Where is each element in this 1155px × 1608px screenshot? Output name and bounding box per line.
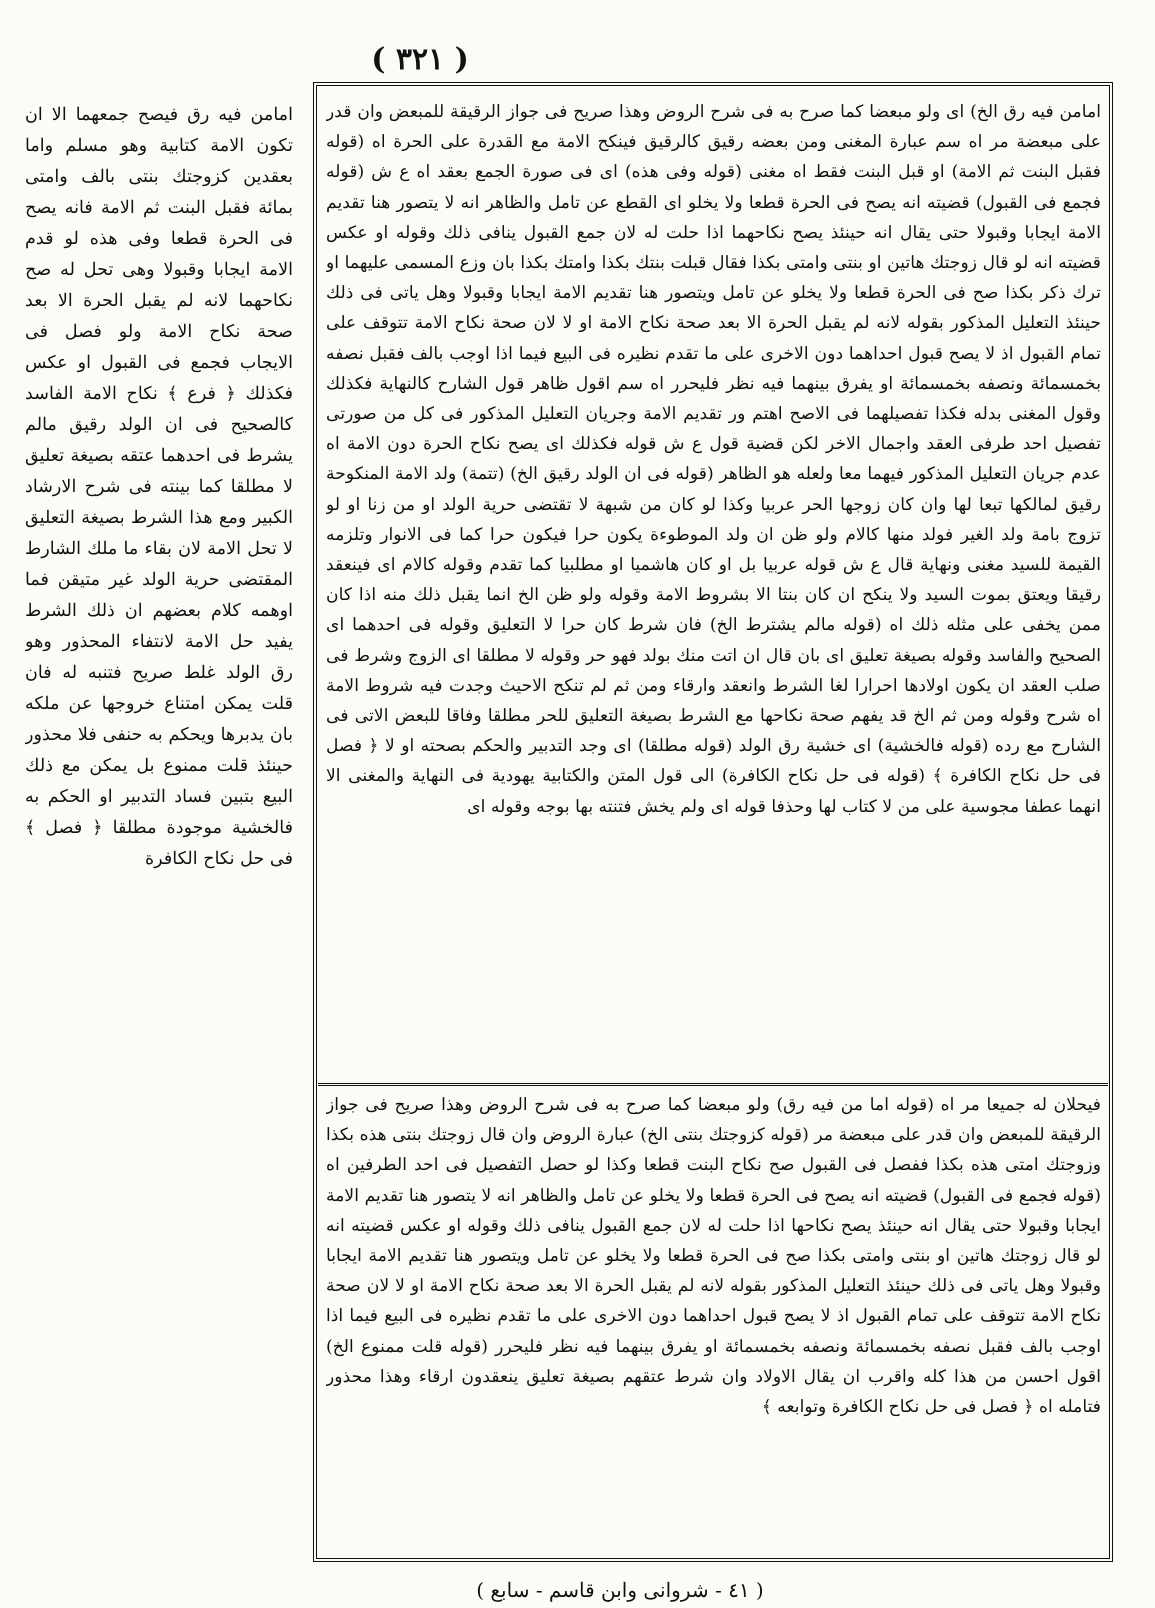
section-divider xyxy=(318,1083,1108,1086)
commentary-text-block: فيحلان له جميعا مر اه (قوله اما من فيه رق) ولو مبعضا كما صرح به فى شرح الروض وهذا صريح فى جواز الرقيقة للمبعض وان قدر على مبعضة مر (قوله كزوجتك بنتى الخ) عبارة الروض وان قال زوجتك بنتى هذه بكذا وزوجتك امتى هذه بكذا ففصل فى القبول صح نكاح البنت قطعا وكذا لو حصل التفصيل فى احد الطرفين اه (قوله فجمع فى القبول) قضيته انه يصح فى الحرة قطعا ولا يخلو عن تامل والظاهر انه لا يتصور هنا تقديم الامة ايجابا وقبولا حتى يقال انه حينئذ يصح نكاحها اذا حلت له لان جمع القبول ينافى ذلك وقوله او عكس قضيته انه لو قال زوجتك هاتين او بنتى وامتى بكذا صح فى الحرة قطعا ولا يخلو عن تامل ويتصور هنا تقديم الامة ايجابا وقبولا وهل ياتى فى ذلك حينئذ التعليل المذكور بقوله لانه لم يقبل الحرة الا بعد صحة نكاح الامة او لا لان صحة نكاح الامة تتوقف على تمام القبول اذ لا يصح قبول احداهما دون الاخرى على ما تقدم نظيره فى البيع فيما اذا اوجب بالف فقبل نصفه بخمسمائة ونصفه بخمسمائة او يفرق بينهما فيه نظر فليحرر (قوله قلت ممنوع الخ) اقول احسن من هذا كله واقرب ان يقال الاولاد وان شرط عتقهم بصيغة تعليق ينعقدون ارقاء وهذا محذور فتامله اه ﴿ فصل فى حل نكاح الكافرة وتوابعه ﴾ xyxy=(326,1095,1101,1418)
source-footer: ( ٤١ - شروانى وابن قاسم - سابع ) xyxy=(476,1578,764,1602)
margin-text-block: امامن فيه رق فيصح جمعهما الا ان تكون الامة كتابية وهو مسلم واما بعقدين كزوجتك بنتى بالف وامتى بمائة فقبل البنت ثم الامة فانه يصح فى الحرة قطعا وفى هذه لو قدم الامة ايجابا وقبولا وهى تحل له صح نكاحهما لانه لم يقبل الحرة الا بعد صحة نكاح الامة ولو فصل فى الايجاب فجمع فى القبول او عكس فكذلك ﴿ فرع ﴾ نكاح الامة الفاسد كالصحيح فى ان الولد رقيق مالم يشرط فى احدهما عتقه بصيغة تعليق لا مطلقا كما بينته فى شرح الارشاد الكبير ومع هذا الشرط بصيغة التعليق لا تحل الامة لان بقاء ما ملك الشارط المقتضى حرية الولد غير متيقن فما اوهمه كلام بعضهم ان ذلك الشرط يفيد حل الامة لانتفاء المحذور وهو رق الولد غلط صريح فتنبه له فان قلت يمكن امتناع خروجها عن ملكه بان يدبرها ويحكم به حنفى فلا محذور حينئذ قلت ممنوع بل يمكن مع ذلك البيع بتبين فساد التدبير او الحكم به فالخشية موجودة مطلقا ﴿ فصل ﴾ فى حل نكاح الكافرة xyxy=(25,105,293,869)
main-text-block: امامن فيه رق الخ) اى ولو مبعضا كما صرح به فى شرح الروض وهذا صريح فى جواز الرقيقة للمبعض وان قدر على مبعضة مر اه سم عبارة المغنى ومن بعضه رقيق كالرقيق فينكح الامة مع القدرة على الحرة اه (قوله فقبل البنت ثم الامة) او قبل البنت فقط اه مغنى (قوله وفى هذه) اى فى صورة الجمع بعقد اه ع ش (قوله فجمع فى القبول) قضيته انه يصح فى الحرة قطعا ولا يخلو اى القطع عن تامل والظاهر انه لا يتصور هنا تقديم الامة ايجابا وقبولا حتى يقال انه حينئذ يصح نكاحهما اذا حلت له لان جمع القبول ينافى ذلك وقوله او عكس قضيته انه لو قال زوجتك هاتين او بنتى وامتى بكذا فقال قبلت بنتك بكذا وامتك بكذا بان وزع المسمى عليهما او ترك ذكر بكذا صح فى الحرة قطعا ولا يخلو عن تامل ويتصور هنا تقديم الامة ايجابا وقبولا وهل ياتى فى ذلك حينئذ التعليل المذكور بقوله لانه لم يقبل الحرة الا بعد صحة نكاح الامة او لا لان صحة نكاح الامة تتوقف على تمام القبول اذ لا يصح قبول احداهما دون الاخرى على ما تقدم نظيره فى البيع فيما اذا اوجب بالف فقبل نصفه بخمسمائة ونصفه بخمسمائة او يفرق بينهما فيه نظر فليحرر اه سم اقول ظاهر قول الشارح كالنهاية فكذلك وقول المغنى بدله فكذا تفصيلهما فى الاصح اهتم ور تقديم الامة وجريان التعليل المذكور فى كل من صورتى تفصيل احد طرفى العقد واجمال الاخر لكن قضية قول ع ش قوله فكذلك اى يصح نكاح الحرة دون الامة اه عدم جريان التعليل المذكور فيهما معا ولعله هو الظاهر (قوله فى ان الولد رقيق الخ) (تتمة) ولد الامة المنكوحة رقيق لمالكها تبعا لها وان كان زوجها الحر عربيا وكذا لو كان من شبهة لا تقتضى حرية الولد او من زنا او لو تزوج بامة ولد الغير فولد منها كالام ولو ظن ان ولد الموطوءة يكون حرا فيكون حرا كما فى الانوار وتلزمه القيمة للسيد مغنى ونهاية قال ع ش قوله عربيا بل او كان هاشميا او مطلبيا كما تقدم وقوله كالام اى فينعقد رقيقا ويعتق بموت السيد ولا ينكح ان كان بنتا الا بشروط الامة وقوله ولو ظن الخ انما يقبل ذلك منه اذا كان ممن يخفى على مثله ذلك اه (قوله مالم يشترط الخ) فان شرط كان حرا لا التعليق وقوله فى احدهما اى الصحيح والفاسد وقوله بصيغة تعليق اى بان قال ان اتت منك بولد فهو حر وقوله لا مطلقا اى الزوج وشرط فى صلب العقد ان يكون اولادها احرارا لغا الشرط وانعقد وارقاء ومن ثم لم تنكح الاحيث وجدت فيه شروط الامة اه شرح وقوله ومن ثم الخ قد يفهم صحة نكاحها مع الشرط بصيغة التعليق للحر مطلقا وفاقا للبعض الاتى فى الشارح مع رده (قوله فالخشية) اى خشية رق الولد (قوله مطلقا) اى وجد التدبير والحكم بصحته او لا ﴿ فصل فى حل نكاح الكافرة ﴾ (قوله فى حل نكاح الكافرة) الى قول المتن والكتابية يهودية فى النهاية والمغنى الا انهما عطفا مجوسية على من لا كتاب لها وحذفا قوله اى ولم يخش فتنته بها بوجه وقوله اى xyxy=(326,102,1101,817)
page-number: ( ٣٢١ ) xyxy=(371,42,469,77)
